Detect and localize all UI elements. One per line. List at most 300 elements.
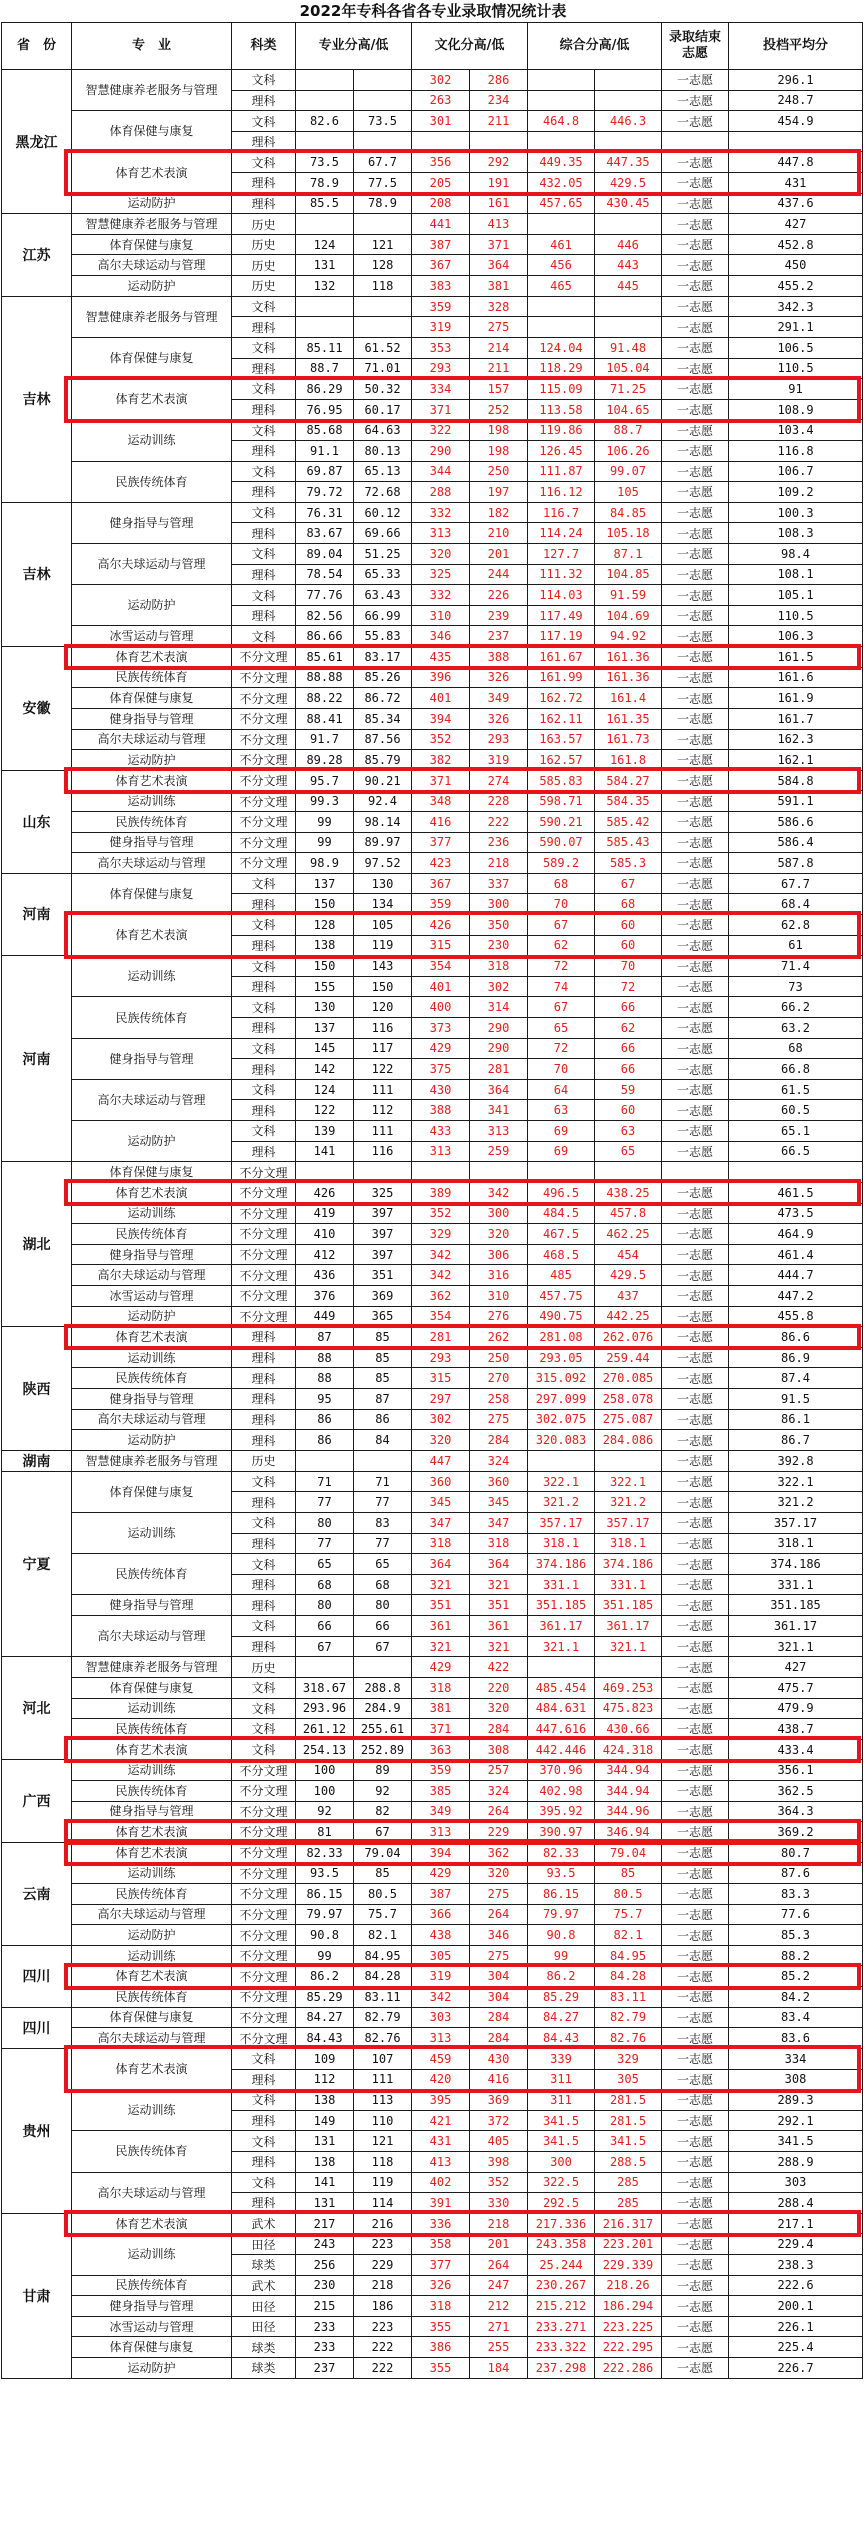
composite-score-low-cell: 321.2	[595, 1492, 662, 1513]
composite-score-high-cell	[528, 1162, 595, 1183]
category-cell: 文科	[232, 461, 296, 482]
culture-score-high-cell: 361	[412, 1616, 470, 1637]
culture-score-high-cell: 430	[412, 1079, 470, 1100]
composite-score-low-cell	[595, 317, 662, 338]
final-choice-cell: 一志愿	[662, 255, 729, 276]
final-choice-cell: 一志愿	[662, 1554, 729, 1575]
category-cell: 球类	[232, 2358, 296, 2379]
culture-score-low-cell	[470, 1162, 528, 1183]
final-choice-cell: 一志愿	[662, 667, 729, 688]
major-score-low-cell: 61.52	[354, 337, 412, 358]
culture-score-low-cell	[470, 131, 528, 152]
category-cell: 不分文理	[232, 832, 296, 853]
table-row	[2, 811, 863, 832]
composite-score-low-cell: 62	[595, 1018, 662, 1039]
major-score-low-cell: 89	[354, 1760, 412, 1781]
major-score-low-cell: 60.17	[354, 399, 412, 420]
category-cell: 文科	[232, 1677, 296, 1698]
composite-score-high-cell: 341.5	[528, 2110, 595, 2131]
table-row	[2, 1306, 863, 1327]
major-score-high-cell: 85.68	[296, 420, 354, 441]
culture-score-high-cell: 429	[412, 1657, 470, 1678]
final-choice-cell: 一志愿	[662, 1698, 729, 1719]
composite-score-low-cell	[595, 296, 662, 317]
culture-score-low-cell: 345	[470, 1492, 528, 1513]
culture-score-low-cell: 201	[470, 2234, 528, 2255]
province-cell: 黑龙江	[2, 70, 72, 214]
major-score-low-cell: 78.9	[354, 193, 412, 214]
composite-score-high-cell: 485.454	[528, 1677, 595, 1698]
final-choice-cell: 一志愿	[662, 1987, 729, 2008]
category-cell: 历史	[232, 1657, 296, 1678]
major-score-high-cell: 138	[296, 2151, 354, 2172]
culture-score-low-cell: 302	[470, 976, 528, 997]
culture-score-high-cell: 400	[412, 997, 470, 1018]
final-choice-cell: 一志愿	[662, 1079, 729, 1100]
composite-score-low-cell: 105	[595, 482, 662, 503]
composite-score-high-cell: 281.08	[528, 1327, 595, 1348]
culture-score-low-cell: 201	[470, 544, 528, 565]
average-score-cell: 71.4	[729, 956, 863, 977]
major-cell: 体育保健与康复	[72, 234, 232, 255]
culture-score-high-cell: 356	[412, 152, 470, 173]
culture-score-high-cell: 401	[412, 688, 470, 709]
composite-score-high-cell: 322.5	[528, 2172, 595, 2193]
average-score-cell: 303	[729, 2172, 863, 2193]
culture-score-low-cell: 316	[470, 1265, 528, 1286]
culture-score-low-cell: 300	[470, 1203, 528, 1224]
culture-score-low-cell: 258	[470, 1389, 528, 1410]
major-score-high-cell: 293.96	[296, 1698, 354, 1719]
culture-score-low-cell: 276	[470, 1306, 528, 1327]
final-choice-cell: 一志愿	[662, 956, 729, 977]
composite-score-high-cell: 315.092	[528, 1368, 595, 1389]
culture-score-low-cell: 270	[470, 1368, 528, 1389]
composite-score-high-cell: 70	[528, 1059, 595, 1080]
table-row	[2, 1162, 863, 1183]
category-cell: 不分文理	[232, 1925, 296, 1946]
average-score-cell: 229.4	[729, 2234, 863, 2255]
average-score-cell: 586.6	[729, 811, 863, 832]
culture-score-high-cell: 342	[412, 1244, 470, 1265]
composite-score-high-cell: 464.8	[528, 111, 595, 132]
header-final-choice: 录取结束志愿	[662, 23, 729, 70]
culture-score-high-cell: 396	[412, 667, 470, 688]
major-score-low-cell: 83.17	[354, 647, 412, 668]
composite-score-low-cell: 446.3	[595, 111, 662, 132]
category-cell: 历史	[232, 234, 296, 255]
culture-score-low-cell: 220	[470, 1677, 528, 1698]
culture-score-high-cell: 362	[412, 1285, 470, 1306]
major-score-low-cell: 89.97	[354, 832, 412, 853]
category-cell: 理科	[232, 399, 296, 420]
composite-score-low-cell: 429.5	[595, 1265, 662, 1286]
culture-score-high-cell: 353	[412, 337, 470, 358]
major-score-high-cell	[296, 1450, 354, 1471]
major-score-high-cell: 85.61	[296, 647, 354, 668]
category-cell: 理科	[232, 1574, 296, 1595]
composite-score-high-cell: 302.075	[528, 1409, 595, 1430]
table-row	[2, 502, 863, 523]
major-score-low-cell: 82.76	[354, 2028, 412, 2049]
major-score-high-cell: 83.67	[296, 523, 354, 544]
major-score-low-cell: 112	[354, 1100, 412, 1121]
composite-score-low-cell: 59	[595, 1079, 662, 1100]
final-choice-cell: 一志愿	[662, 358, 729, 379]
major-score-high-cell: 90.8	[296, 1925, 354, 1946]
average-score-cell: 362.5	[729, 1780, 863, 1801]
culture-score-low-cell: 337	[470, 873, 528, 894]
category-cell: 理科	[232, 90, 296, 111]
culture-score-high-cell: 318	[412, 1533, 470, 1554]
major-score-low-cell: 65	[354, 1554, 412, 1575]
composite-score-low-cell: 344.94	[595, 1760, 662, 1781]
major-cell: 智慧健康养老服务与管理	[72, 1450, 232, 1471]
major-score-high-cell: 73.5	[296, 152, 354, 173]
culture-score-high-cell: 382	[412, 750, 470, 771]
major-cell: 民族传统体育	[72, 811, 232, 832]
average-score-cell: 67.7	[729, 873, 863, 894]
major-cell: 高尔夫球运动与管理	[72, 1904, 232, 1925]
composite-score-low-cell: 83.11	[595, 1987, 662, 2008]
culture-score-high-cell: 420	[412, 2069, 470, 2090]
composite-score-high-cell: 233.322	[528, 2337, 595, 2358]
culture-score-low-cell: 286	[470, 70, 528, 91]
composite-score-high-cell	[528, 1657, 595, 1678]
composite-score-low-cell: 321.1	[595, 1636, 662, 1657]
composite-score-high-cell	[528, 214, 595, 235]
culture-score-high-cell: 288	[412, 482, 470, 503]
major-cell: 民族传统体育	[72, 997, 232, 1038]
category-cell: 文科	[232, 2048, 296, 2069]
average-score-cell: 84.2	[729, 1987, 863, 2008]
average-score-cell: 455.8	[729, 1306, 863, 1327]
composite-score-high-cell: 118.29	[528, 358, 595, 379]
average-score-cell: 437.6	[729, 193, 863, 214]
culture-score-high-cell: 395	[412, 2090, 470, 2111]
culture-score-high-cell: 371	[412, 1719, 470, 1740]
table-row	[2, 2358, 863, 2379]
composite-score-low-cell: 454	[595, 1244, 662, 1265]
culture-score-high-cell: 205	[412, 173, 470, 194]
culture-score-low-cell: 210	[470, 523, 528, 544]
final-choice-cell: 一志愿	[662, 90, 729, 111]
major-score-high-cell: 85.5	[296, 193, 354, 214]
culture-score-high-cell: 373	[412, 1018, 470, 1039]
final-choice-cell: 一志愿	[662, 564, 729, 585]
major-score-high-cell: 80	[296, 1595, 354, 1616]
culture-score-low-cell: 255	[470, 2337, 528, 2358]
composite-score-low-cell	[595, 214, 662, 235]
major-score-high-cell: 99	[296, 811, 354, 832]
final-choice-cell: 一志愿	[662, 70, 729, 91]
culture-score-low-cell: 264	[470, 2254, 528, 2275]
category-cell: 文科	[232, 1554, 296, 1575]
major-cell: 运动训练	[72, 1203, 232, 1224]
composite-score-high-cell: 496.5	[528, 1182, 595, 1203]
culture-score-high-cell	[412, 131, 470, 152]
major-score-high-cell: 65	[296, 1554, 354, 1575]
composite-score-high-cell: 297.099	[528, 1389, 595, 1410]
composite-score-high-cell: 86.15	[528, 1884, 595, 1905]
average-score-cell: 105.1	[729, 585, 863, 606]
category-cell: 田径	[232, 2296, 296, 2317]
major-score-low-cell: 111	[354, 2069, 412, 2090]
major-cell: 运动防护	[72, 1306, 232, 1327]
category-cell: 球类	[232, 2337, 296, 2358]
province-cell: 四川	[2, 1945, 72, 2007]
table-row	[2, 708, 863, 729]
composite-score-high-cell	[528, 317, 595, 338]
culture-score-low-cell: 275	[470, 1409, 528, 1430]
major-score-low-cell: 92	[354, 1780, 412, 1801]
major-score-high-cell: 86.66	[296, 626, 354, 647]
category-cell: 不分文理	[232, 791, 296, 812]
major-cell: 高尔夫球运动与管理	[72, 853, 232, 874]
final-choice-cell: 一志愿	[662, 193, 729, 214]
category-cell: 文科	[232, 152, 296, 173]
composite-score-high-cell: 341.5	[528, 2131, 595, 2152]
major-score-high-cell: 95.7	[296, 770, 354, 791]
composite-score-low-cell: 346.94	[595, 1822, 662, 1843]
composite-score-high-cell: 390.97	[528, 1822, 595, 1843]
category-cell: 理科	[232, 2151, 296, 2172]
final-choice-cell: 一志愿	[662, 2213, 729, 2234]
culture-score-high-cell: 310	[412, 605, 470, 626]
final-choice-cell: 一志愿	[662, 1533, 729, 1554]
culture-score-low-cell: 405	[470, 2131, 528, 2152]
culture-score-high-cell: 416	[412, 811, 470, 832]
composite-score-high-cell: 79.97	[528, 1904, 595, 1925]
composite-score-high-cell: 318.1	[528, 1533, 595, 1554]
province-cell: 湖南	[2, 1450, 72, 1471]
composite-score-high-cell: 86.2	[528, 1966, 595, 1987]
composite-score-low-cell: 341.5	[595, 2131, 662, 2152]
major-score-low-cell: 118	[354, 2151, 412, 2172]
average-score-cell: 296.1	[729, 70, 863, 91]
composite-score-low-cell: 285	[595, 2193, 662, 2214]
culture-score-low-cell: 350	[470, 914, 528, 935]
composite-score-low-cell: 161.73	[595, 729, 662, 750]
average-score-cell: 461.4	[729, 1244, 863, 1265]
average-score-cell: 61.5	[729, 1079, 863, 1100]
composite-score-low-cell: 430.45	[595, 193, 662, 214]
composite-score-low-cell: 331.1	[595, 1574, 662, 1595]
category-cell: 理科	[232, 1595, 296, 1616]
final-choice-cell: 一志愿	[662, 420, 729, 441]
major-score-low-cell: 325	[354, 1182, 412, 1203]
culture-score-low-cell: 281	[470, 1059, 528, 1080]
composite-score-high-cell: 590.21	[528, 811, 595, 832]
culture-score-high-cell: 413	[412, 2151, 470, 2172]
major-score-low-cell: 65.33	[354, 564, 412, 585]
culture-score-low-cell: 326	[470, 667, 528, 688]
final-choice-cell: 一志愿	[662, 1306, 729, 1327]
major-score-high-cell	[296, 131, 354, 152]
major-cell: 体育保健与康复	[72, 1677, 232, 1698]
major-score-high-cell: 88.88	[296, 667, 354, 688]
final-choice-cell: 一志愿	[662, 1347, 729, 1368]
culture-score-high-cell: 394	[412, 1842, 470, 1863]
category-cell: 文科	[232, 111, 296, 132]
culture-score-low-cell: 239	[470, 605, 528, 626]
major-cell: 运动训练	[72, 2234, 232, 2275]
average-score-cell: 106.7	[729, 461, 863, 482]
table-row	[2, 2028, 863, 2049]
composite-score-low-cell: 322.1	[595, 1471, 662, 1492]
major-score-low-cell: 116	[354, 1141, 412, 1162]
culture-score-low-cell: 318	[470, 1533, 528, 1554]
average-score-cell: 85.3	[729, 1925, 863, 1946]
category-cell: 不分文理	[232, 1884, 296, 1905]
composite-score-low-cell: 585.43	[595, 832, 662, 853]
composite-score-low-cell: 222.295	[595, 2337, 662, 2358]
composite-score-low-cell: 88.7	[595, 420, 662, 441]
average-score-cell	[729, 1162, 863, 1183]
major-score-low-cell: 186	[354, 2296, 412, 2317]
composite-score-low-cell	[595, 70, 662, 91]
major-cell: 民族传统体育	[72, 667, 232, 688]
major-score-low-cell: 69.66	[354, 523, 412, 544]
final-choice-cell: 一志愿	[662, 750, 729, 771]
major-score-high-cell: 77	[296, 1533, 354, 1554]
composite-score-high-cell: 62	[528, 935, 595, 956]
table-row	[2, 2337, 863, 2358]
major-score-high-cell: 86.15	[296, 1884, 354, 1905]
final-choice-cell: 一志愿	[662, 2110, 729, 2131]
major-cell: 运动训练	[72, 1945, 232, 1966]
composite-score-high-cell: 111.32	[528, 564, 595, 585]
final-choice-cell: 一志愿	[662, 1492, 729, 1513]
average-score-cell: 455.2	[729, 276, 863, 297]
composite-score-low-cell: 91.59	[595, 585, 662, 606]
composite-score-low-cell: 161.36	[595, 667, 662, 688]
composite-score-high-cell: 127.7	[528, 544, 595, 565]
composite-score-high-cell: 68	[528, 873, 595, 894]
major-score-low-cell: 369	[354, 1285, 412, 1306]
category-cell: 文科	[232, 626, 296, 647]
category-cell: 不分文理	[232, 667, 296, 688]
culture-score-low-cell: 320	[470, 1863, 528, 1884]
major-score-low-cell: 119	[354, 2172, 412, 2193]
table-row	[2, 2172, 863, 2193]
final-choice-cell: 一志愿	[662, 2090, 729, 2111]
table-row	[2, 1244, 863, 1265]
category-cell: 不分文理	[232, 1760, 296, 1781]
composite-score-low-cell: 216.317	[595, 2213, 662, 2234]
major-score-high-cell: 261.12	[296, 1719, 354, 1740]
table-row	[2, 1945, 863, 1966]
major-cell: 冰雪运动与管理	[72, 2316, 232, 2337]
final-choice-cell: 一志愿	[662, 647, 729, 668]
composite-score-high-cell	[528, 296, 595, 317]
major-score-high-cell: 449	[296, 1306, 354, 1327]
final-choice-cell: 一志愿	[662, 1904, 729, 1925]
culture-score-low-cell: 237	[470, 626, 528, 647]
final-choice-cell: 一志愿	[662, 605, 729, 626]
major-score-high-cell: 86	[296, 1430, 354, 1451]
culture-score-low-cell: 250	[470, 1347, 528, 1368]
category-cell: 文科	[232, 585, 296, 606]
major-score-high-cell: 141	[296, 1141, 354, 1162]
composite-score-high-cell: 457.75	[528, 1285, 595, 1306]
culture-score-low-cell: 304	[470, 1966, 528, 1987]
table-row	[2, 1863, 863, 1884]
average-score-cell: 116.8	[729, 440, 863, 461]
culture-score-high-cell: 387	[412, 234, 470, 255]
major-score-high-cell: 86.29	[296, 379, 354, 400]
category-cell: 历史	[232, 276, 296, 297]
major-score-low-cell: 121	[354, 234, 412, 255]
average-score-cell: 91	[729, 379, 863, 400]
table-row	[2, 791, 863, 812]
culture-score-low-cell: 229	[470, 1822, 528, 1843]
culture-score-high-cell: 301	[412, 111, 470, 132]
culture-score-high-cell: 387	[412, 1884, 470, 1905]
major-score-low-cell: 84.95	[354, 1945, 412, 1966]
category-cell: 不分文理	[232, 1863, 296, 1884]
composite-score-low-cell	[595, 1162, 662, 1183]
major-score-high-cell: 84.43	[296, 2028, 354, 2049]
major-cell: 高尔夫球运动与管理	[72, 1616, 232, 1657]
major-score-high-cell: 137	[296, 1018, 354, 1039]
major-cell: 体育艺术表演	[72, 770, 232, 791]
composite-score-low-cell: 82.1	[595, 1925, 662, 1946]
average-score-cell: 162.1	[729, 750, 863, 771]
final-choice-cell: 一志愿	[662, 440, 729, 461]
composite-score-high-cell: 447.616	[528, 1719, 595, 1740]
major-score-low-cell: 73.5	[354, 111, 412, 132]
header-major-score: 专业分高/低	[296, 23, 412, 70]
composite-score-high-cell: 402.98	[528, 1780, 595, 1801]
table-row	[2, 1285, 863, 1306]
major-cell: 健身指导与管理	[72, 1595, 232, 1616]
major-cell: 体育艺术表演	[72, 1966, 232, 1987]
category-cell: 理科	[232, 1430, 296, 1451]
table-row	[2, 1203, 863, 1224]
major-score-high-cell: 155	[296, 976, 354, 997]
culture-score-low-cell: 222	[470, 811, 528, 832]
composite-score-high-cell: 67	[528, 997, 595, 1018]
composite-score-low-cell: 447.35	[595, 152, 662, 173]
composite-score-low-cell: 585.42	[595, 811, 662, 832]
major-score-high-cell: 88	[296, 1347, 354, 1368]
category-cell: 不分文理	[232, 1203, 296, 1224]
major-cell: 运动训练	[72, 1760, 232, 1781]
culture-score-high-cell: 401	[412, 976, 470, 997]
admission-stats-table	[1, 22, 863, 2379]
major-score-low-cell	[354, 1450, 412, 1471]
average-score-cell: 161.5	[729, 647, 863, 668]
final-choice-cell: 一志愿	[662, 1244, 729, 1265]
major-score-high-cell: 71	[296, 1471, 354, 1492]
table-row	[2, 688, 863, 709]
composite-score-low-cell: 443	[595, 255, 662, 276]
average-score-cell: 161.7	[729, 708, 863, 729]
culture-score-high-cell: 381	[412, 1698, 470, 1719]
major-score-low-cell: 85.34	[354, 708, 412, 729]
table-row	[2, 1987, 863, 2008]
province-cell: 贵州	[2, 2048, 72, 2213]
table-row	[2, 1884, 863, 1905]
culture-score-high-cell: 360	[412, 1471, 470, 1492]
province-cell: 河南	[2, 956, 72, 1162]
culture-score-high-cell: 429	[412, 1863, 470, 1884]
major-cell: 体育艺术表演	[72, 1822, 232, 1843]
average-score-cell: 83.6	[729, 2028, 863, 2049]
final-choice-cell: 一志愿	[662, 1719, 729, 1740]
major-cell: 高尔夫球运动与管理	[72, 2028, 232, 2049]
